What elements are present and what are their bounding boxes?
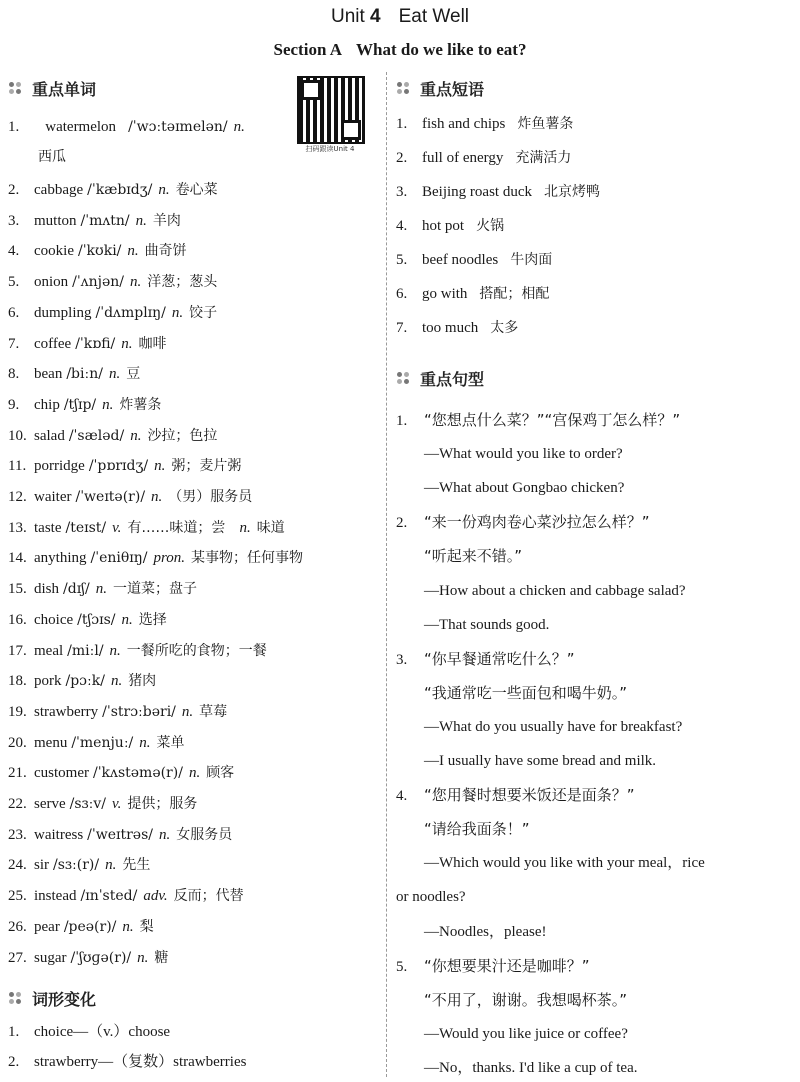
phonetic: /sɜː(r)/ [53, 857, 100, 874]
part-of-speech: n. [127, 243, 139, 260]
item-number: 9. [8, 396, 20, 413]
vocab-item [8, 825, 232, 845]
part-of-speech: n. [102, 396, 114, 413]
item-number: 4. [396, 788, 408, 805]
translation: 某事物；任何事物 [191, 550, 304, 567]
translation: 一道菜；盘子 [112, 581, 197, 598]
vocab-item [8, 855, 150, 875]
part-of-speech: n. [233, 119, 245, 135]
sentence-line [396, 683, 627, 704]
item-number: 15. [8, 581, 27, 598]
vocab-item [8, 794, 197, 814]
sentence-line [396, 922, 546, 942]
vocab-item [8, 303, 217, 323]
dots-icon [8, 990, 24, 1006]
form-text: strawberry—（复数）strawberries [34, 1054, 247, 1070]
sentence-text: —I usually have some bread and milk. [424, 753, 657, 769]
phonetic: /ˈsæləd/ [68, 427, 125, 444]
part-of-speech: n. [154, 458, 166, 475]
vocab-item [8, 334, 167, 354]
vocab-item [8, 211, 181, 231]
phrase-cn: 搭配；相配 [479, 286, 550, 302]
vocab-item [8, 395, 161, 415]
left-column [8, 70, 380, 1080]
item-number: 6. [396, 286, 408, 302]
vocab-item [8, 487, 252, 507]
sentence-line [396, 1058, 637, 1078]
item-number: 11. [8, 458, 27, 475]
part-of-speech: n. [121, 611, 133, 628]
vocab-item [8, 948, 168, 968]
vocab-word: onion [34, 274, 69, 291]
part-of-speech: pron. [153, 550, 186, 567]
vocab-word: instead [34, 888, 77, 905]
sentence-line [396, 819, 530, 840]
vocab-item [8, 610, 167, 630]
sentence-line [396, 512, 650, 533]
translation: 糖 [154, 949, 169, 966]
phonetic: /ˈʃʊɡə(r)/ [70, 949, 132, 966]
sentence-text: “来一份鸡肉卷心菜沙拉怎么样？” [424, 513, 650, 532]
sentence-text: “您用餐时想要米饭还是面条？” [424, 786, 635, 805]
phrase-item [396, 148, 571, 168]
item-number: 10. [8, 427, 27, 444]
phrase-en: beef noodles [422, 252, 499, 268]
phonetic: /teɪst/ [65, 519, 107, 536]
part-of-speech: n. [137, 949, 149, 966]
sentence-line [396, 581, 686, 601]
vocab-word: anything [34, 550, 87, 567]
item-number: 2. [8, 182, 20, 198]
phrase-cn: 北京烤鸭 [543, 184, 600, 200]
sentence-line [396, 887, 466, 907]
phonetic: /tʃɔɪs/ [77, 611, 116, 628]
phonetic: /ˈweɪtrəs/ [87, 826, 153, 843]
item-number: 19. [8, 703, 27, 720]
item-number: 27. [8, 949, 27, 966]
vocab-item [8, 518, 285, 538]
item-number: 4. [8, 243, 20, 260]
item-number: 18. [8, 673, 27, 690]
phrase-cn: 炸鱼薯条 [517, 116, 574, 132]
section-label: Section A [273, 40, 342, 59]
phrase-item [396, 284, 549, 304]
phonetic: /sɜːv/ [69, 796, 107, 812]
item-number: 5. [396, 958, 408, 975]
form-text: choice—（v.）choose [34, 1024, 171, 1040]
forms-heading: 词形变化 [8, 986, 96, 1010]
translation: 豆 [126, 366, 141, 383]
sentence-line [396, 751, 656, 771]
phonetic: /ɪnˈsted/ [80, 888, 138, 905]
right-column [396, 70, 794, 1080]
translation: 粥；麦片粥 [171, 458, 242, 475]
section-title [0, 40, 800, 60]
vocab-item [8, 702, 227, 722]
vocab-word: waiter [34, 489, 72, 505]
phrase-cn: 牛肉面 [510, 252, 553, 268]
translation: 咖啡 [138, 335, 167, 352]
item-number: 1. [396, 413, 408, 429]
translation: 梨 [139, 918, 154, 935]
item-number: 3. [396, 651, 408, 668]
vocab-heading: 重点单词 [8, 76, 96, 100]
sentence-line [396, 546, 522, 567]
part-of-speech: n. [139, 734, 151, 751]
unit-title [0, 6, 800, 28]
phonetic: /ˈwɔːtəɪmelən/ [128, 119, 228, 135]
sentence-line [396, 444, 623, 464]
item-number: 1. [8, 1024, 20, 1040]
phrase-en: too much [422, 320, 479, 336]
phonetic: /pɔːk/ [65, 673, 105, 690]
translation: 羊肉 [152, 212, 181, 229]
item-number: 1. [8, 119, 20, 135]
phrase-en: go with [422, 286, 468, 302]
item-number: 3. [396, 184, 408, 200]
phonetic: /ˈweɪtə(r)/ [75, 489, 146, 505]
sentence-text: “请给我面条！” [424, 820, 530, 839]
item-number: 24. [8, 857, 27, 874]
vocab-word: dumpling [34, 304, 92, 321]
phrase-cn: 太多 [490, 320, 519, 336]
sentence-line [396, 853, 705, 873]
phonetic: /dɪʃ/ [63, 581, 90, 598]
translation: 一餐所吃的食物；一餐 [126, 642, 267, 659]
item-number: 17. [8, 642, 27, 659]
sentence-text: “我通常吃一些面包和喝牛奶。” [424, 683, 628, 702]
vocab-word: coffee [34, 335, 72, 352]
sentence-line [396, 990, 627, 1011]
translation: 洋葱；葱头 [147, 274, 218, 291]
unit-label: Unit [330, 6, 365, 27]
translation: 沙拉；色拉 [147, 427, 218, 444]
sentence-line [396, 717, 682, 737]
phrase-en: hot pot [422, 218, 465, 234]
sentence-text: —That sounds good. [424, 616, 550, 633]
sentence-text: or noodles? [396, 889, 466, 906]
phrase-item [396, 216, 504, 236]
phonetic: /ˈʌnjən/ [72, 274, 125, 291]
part-of-speech: adv. [143, 888, 168, 905]
qr-caption: 扫码跟读Unit 4 [305, 145, 355, 153]
sentences-heading: 重点句型 [396, 366, 484, 390]
phonetic: /ˈdʌmplɪŋ/ [95, 304, 166, 321]
vocab-word: taste [34, 519, 62, 536]
vocab-item [8, 548, 303, 568]
part-of-speech: n. [95, 581, 107, 598]
translation: 曲奇饼 [144, 243, 187, 260]
sentence-text: —No，thanks. I'd like a cup of tea. [424, 1059, 638, 1076]
sentence-text: “你想要果汁还是咖啡？” [424, 956, 590, 975]
item-number: 5. [8, 274, 20, 291]
vocab-word: dish [34, 581, 60, 598]
vocab-word: strawberry [34, 703, 99, 720]
item-number: 2. [396, 150, 408, 166]
translation: 西瓜 [38, 149, 66, 165]
part-of-speech: n. [188, 765, 201, 782]
vocab-word: watermelon [45, 119, 117, 135]
vocab-word: serve [34, 796, 66, 812]
part-of-speech: n. [109, 642, 121, 659]
sentence-text: “听起来不错。” [424, 547, 523, 566]
translation: 菜单 [156, 734, 185, 751]
item-number: 20. [8, 734, 27, 751]
vocab-word: sugar [34, 949, 67, 966]
sentence-text: —Noodles，please! [424, 923, 547, 940]
phonetic: /ˈkɒfi/ [75, 335, 116, 352]
phonetic: /ˈmenjuː/ [71, 734, 134, 751]
vocab-item [8, 671, 156, 691]
vocab-word: meal [34, 642, 64, 659]
sentence-line [396, 649, 575, 670]
phonetic: /peə(r)/ [63, 918, 117, 935]
phonetic: /tʃɪp/ [63, 396, 97, 413]
translation: 味道 [256, 519, 285, 536]
item-number: 1. [396, 116, 408, 132]
phonetic: /ˈkʊki/ [77, 243, 122, 260]
vocab-item [8, 886, 244, 906]
sentence-line [396, 785, 635, 806]
phrases-heading: 重点短语 [396, 76, 484, 100]
sentence-text: —How about a chicken and cabbage salad? [424, 582, 686, 599]
vocab-word: waitress [34, 826, 84, 843]
dots-icon [8, 80, 24, 96]
vocab-word: cabbage [34, 182, 84, 198]
translation: 饺子 [189, 304, 218, 321]
vocab-word: chip [34, 396, 60, 413]
qr-code[interactable] [297, 76, 365, 144]
sentence-text: —What about Gongbao chicken? [424, 480, 625, 497]
vocab-item [8, 917, 154, 937]
phrase-en: fish and chips [422, 116, 506, 132]
part-of-speech: n. [130, 427, 142, 444]
vocab-word: cookie [34, 243, 74, 260]
sentence-text: “你早餐通常吃什么？” [424, 649, 575, 668]
translation: 女服务员 [176, 826, 233, 843]
item-number: 25. [8, 888, 27, 905]
vocab-item [8, 364, 140, 384]
translation: 先生 [122, 857, 151, 874]
phrase-cn: 火锅 [476, 218, 505, 234]
item-number: 5. [396, 252, 408, 268]
sentence-text: —Would you like juice or coffee? [424, 1025, 628, 1042]
part-of-speech: n. [108, 366, 121, 383]
unit-name: Eat Well [398, 6, 470, 27]
vocab-item [8, 241, 187, 261]
form-item [8, 1052, 246, 1072]
phonetic: /ˈpɒrɪdʒ/ [88, 458, 149, 475]
part-of-speech: n. [130, 274, 142, 291]
column-divider [386, 72, 387, 1077]
part-of-speech: n. [110, 673, 123, 690]
sentence-line [396, 956, 590, 977]
phrase-en: full of energy [422, 150, 504, 166]
vocab-item [8, 641, 267, 661]
sentence-text: —What do you usually have for breakfast? [424, 718, 683, 735]
item-number: 12. [8, 489, 27, 505]
dots-icon [396, 80, 412, 96]
item-number: 16. [8, 611, 27, 628]
vocab-word: pear [34, 918, 60, 935]
vocab-word: menu [34, 734, 68, 751]
item-number: 7. [396, 320, 408, 336]
translation: 草莓 [199, 703, 228, 720]
part-of-speech: n. [122, 918, 134, 935]
vocab-item [8, 112, 251, 172]
item-number: 2. [396, 515, 408, 532]
part-of-speech: n. [121, 335, 133, 352]
translation: 猪肉 [128, 673, 157, 690]
vocab-word: sir [34, 857, 49, 874]
item-number: 14. [8, 550, 27, 567]
item-number: 21. [8, 765, 27, 782]
phonetic: /ˈkæbɪdʒ/ [87, 182, 153, 198]
part-of-speech: n. [151, 489, 163, 505]
vocab-word: salad [34, 427, 65, 444]
translation: 反而；代替 [173, 888, 244, 905]
sentence-text: —Which would you like with your meal，rice [424, 855, 705, 872]
item-number: 2. [8, 1054, 20, 1070]
sentence-line [396, 478, 624, 498]
form-item [8, 1022, 170, 1042]
vocab-item [8, 763, 234, 783]
phrase-en: Beijing roast duck [422, 184, 532, 200]
sentence-line [396, 1024, 628, 1044]
vocab-word: pork [34, 673, 62, 690]
phonetic: /ˈeniθɪŋ/ [90, 550, 148, 567]
phonetic: /miːl/ [67, 642, 104, 659]
translation: 炸薯条 [119, 396, 162, 413]
vocab-item [8, 180, 218, 200]
part-of-speech: n. [171, 304, 184, 321]
item-number: 26. [8, 918, 27, 935]
vocab-word: mutton [34, 212, 77, 229]
vocab-word: bean [34, 366, 63, 383]
phonetic: /biːn/ [66, 366, 103, 383]
item-number: 23. [8, 826, 27, 843]
item-number: 13. [8, 519, 27, 536]
item-number: 3. [8, 212, 20, 229]
translation: 提供；服务 [127, 796, 198, 812]
part-of-speech: n. [105, 857, 117, 874]
part-of-speech: n. [158, 826, 171, 843]
vocab-item [8, 733, 185, 753]
vocab-item [8, 272, 217, 292]
unit-number: 4 [370, 6, 381, 27]
item-number: 22. [8, 796, 27, 812]
vocab-word: choice [34, 611, 74, 628]
translation: 顾客 [206, 765, 235, 782]
part-of-speech: n. [181, 703, 194, 720]
translation: （男）服务员 [168, 489, 253, 505]
sentence-text: —What would you like to order? [424, 446, 623, 463]
phrase-item [396, 318, 518, 338]
sentence-text: “您想点什么菜？”“宫保鸡丁怎么样？” [424, 411, 681, 429]
sentence-text: “不用了，谢谢。我想喝杯茶。” [424, 990, 628, 1009]
vocab-item [8, 579, 197, 599]
vocab-item [8, 426, 217, 446]
translation: 选择 [138, 611, 167, 628]
section-name: What do we like to eat? [356, 40, 527, 59]
vocab-word: porridge [34, 458, 85, 475]
part-of-speech: n. [158, 182, 170, 198]
dots-icon [396, 370, 412, 386]
part-of-speech: n. [135, 212, 147, 229]
vocab-word: customer [34, 765, 89, 782]
phonetic: /ˈkʌstəmə(r)/ [92, 765, 183, 782]
item-number: 8. [8, 366, 20, 383]
sentence-line [396, 410, 680, 431]
phrase-item [396, 182, 600, 202]
part-of-speech: v. [112, 796, 122, 812]
phrase-item [396, 114, 573, 134]
sentence-line [396, 615, 549, 635]
translation: 卷心菜 [175, 182, 218, 198]
item-number: 4. [396, 218, 408, 234]
vocab-item [8, 456, 241, 476]
phonetic: /ˈstrɔːbəri/ [102, 703, 176, 720]
part-of-speech: n. [239, 519, 251, 536]
part-of-speech: v. [112, 519, 122, 536]
translation: 有……味道；尝 [127, 519, 226, 536]
item-number: 6. [8, 304, 20, 321]
phonetic: /ˈmʌtn/ [80, 212, 130, 229]
phrase-item [396, 250, 552, 270]
item-number: 7. [8, 335, 20, 352]
phrase-cn: 充满活力 [515, 150, 572, 166]
